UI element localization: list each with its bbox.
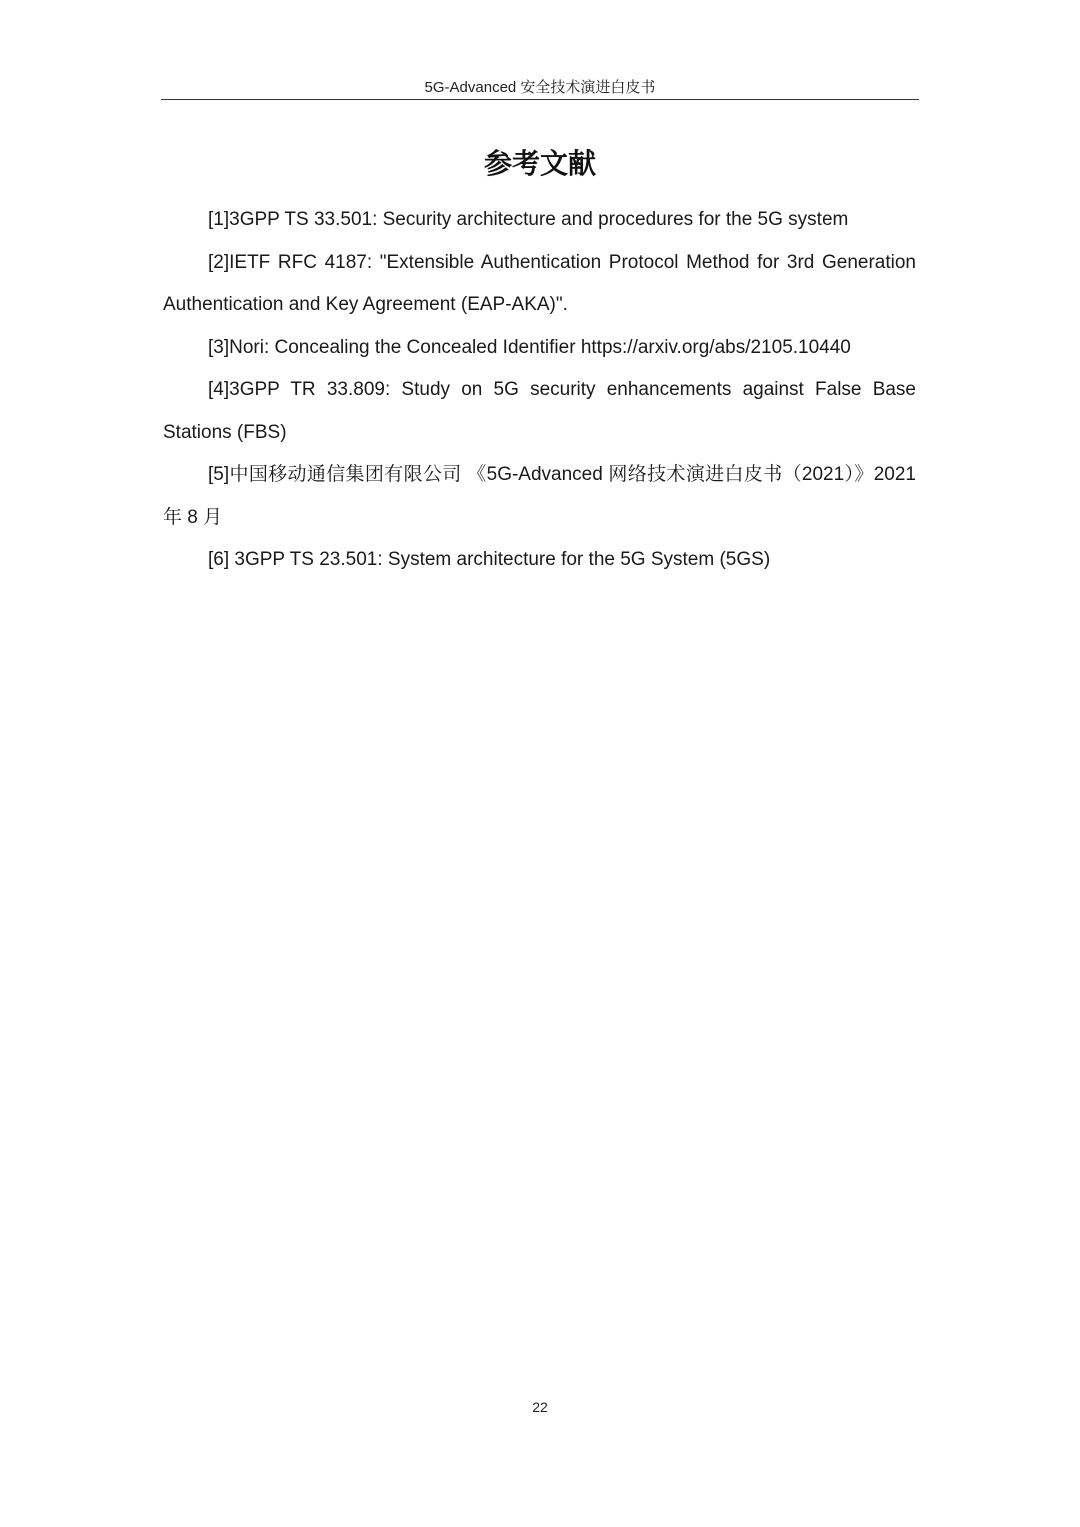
header-divider [161,99,919,100]
reference-item-5: [5]中国移动通信集团有限公司 《5G-Advanced 网络技术演进白皮书（2021）》2021 年 8 月 [163,464,916,528]
running-header: 5G-Advanced 安全技术演进白皮书 [424,79,656,96]
reference-list [163,199,916,582]
page-number: 22 [532,1399,548,1415]
page-title: 参考文献 [483,148,596,179]
reference-item-2: [2]IETF RFC 4187: "Extensible Authentication Protocol Method for 3rd Generation Authentication and Key Agreement (EAP-AKA)". [163,251,916,315]
reference-item-6: [6] 3GPP TS 23.501: System architecture for the 5G System (5GS) [208,549,771,570]
reference-item-1: [1]3GPP TS 33.501: Security architecture and procedures for the 5G system [208,209,849,230]
reference-item-3: [3]Nori: Concealing the Concealed Identifier https://arxiv.org/abs/2105.10440 [208,336,851,358]
reference-item-4: [4]3GPP TR 33.809: Study on 5G security enhancements against False Base Stations (FBS) [163,379,916,443]
